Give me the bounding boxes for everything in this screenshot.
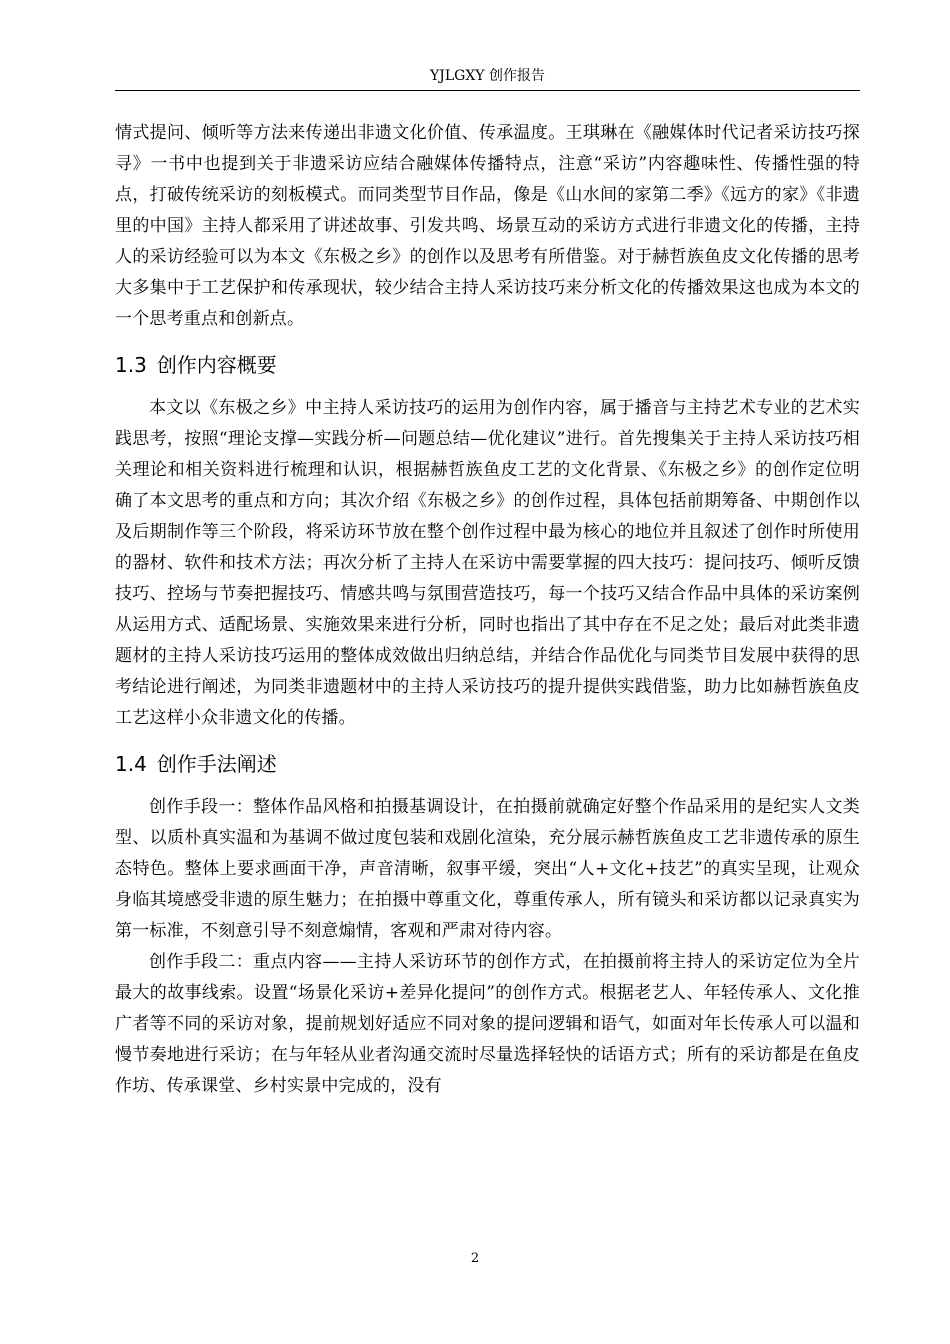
section-paragraph: 创作手段一：整体作品风格和拍摄基调设计，在拍摄前就确定好整个作品采用的是纪实人文类型、以质朴真实温和为基调不做过度包装和戏剧化渲染，充分展示赫哲族鱼皮工艺非遗传承的原生态特色。整体上要求画面干净，声音清晰，叙事平缓，突出“人+文化+技艺”的真实呈现，让观众身临其境感受非遗的原生魅力；在拍摄中尊重文化，尊重传承人，所有镜头和采访都以记录真实为第一标准，不刻意引导不刻意煽情，客观和严肃对待内容。 xyxy=(115,797,860,941)
section-heading-1-4 xyxy=(115,749,860,779)
running-header: YJLGXY 创作报告 xyxy=(115,66,860,91)
section-paragraph: 本文以《东极之乡》中主持人采访技巧的运用为创作内容，属于播音与主持艺术专业的艺术实践思考，按照“理论支撑—实践分析—问题总结—优化建议”进行。首先搜集关于主持人采访技巧相关理论和相关资料进行梳理和认识，根据赫哲族鱼皮工艺的文化背景、《东极之乡》的创作定位明确了本文思考的重点和方向；其次介绍《东极之乡》的创作过程，具体包括前期筹备、中期创作以及后期制作等三个阶段，将采访环节放在整个创作过程中最为核心的地位并且叙述了创作时所使用的器材、软件和技术方法；再次分析了主持人在采访中需要掌握的四大技巧：提问技巧、倾听反馈技巧、控场与节奏把握技巧、情感共鸣与氛围营造技巧，每一个技巧又结合作品中具体的采访案例从运用方式、适配场景、实施效果来进行分析，同时也指出了其中存在不足之处；最后对此类非遗题材的主持人采访技巧运用的整体成效做出归纳总结，并结合作品优化与同类节目发展中获得的思考结论进行阐述，为同类非遗题材中的主持人采访技巧的提升提供实践借鉴，助力比如赫哲族鱼皮工艺这样小众非遗文化的传播。 xyxy=(115,398,860,728)
page-content xyxy=(115,118,860,1102)
section-heading-1-3 xyxy=(115,350,860,380)
section-number: 1.4 xyxy=(115,752,147,776)
section-title: 创作手法阐述 xyxy=(156,752,277,776)
page-number: 2 xyxy=(470,1251,480,1266)
section-number: 1.3 xyxy=(115,353,147,377)
section-title: 创作内容概要 xyxy=(156,353,277,377)
intro-paragraph: 情式提问、倾听等方法来传递出非遗文化价值、传承温度。王琪琳在《融媒体时代记者采访技巧探寻》一书中也提到关于非遗采访应结合融媒体传播特点，注意“采访”内容趣味性、传播性强的特点，打破传统采访的刻板模式。而同类型节目作品，像是《山水间的家第二季》《远方的家》《非遗里的中国》主持人都采用了讲述故事、引发共鸣、场景互动的采访方式进行非遗文化的传播，主持人的采访经验可以为本文《东极之乡》的创作以及思考有所借鉴。对于赫哲族鱼皮文化传播的思考大多集中于工艺保护和传承现状，较少结合主持人采访技巧来分析文化的传播效果这也成为本文的一个思考重点和创新点。 xyxy=(115,123,860,329)
section-paragraph: 创作手段二：重点内容——主持人采访环节的创作方式，在拍摄前将主持人的采访定位为全片最大的故事线索。设置“场景化采访+差异化提问”的创作方式。根据老艺人、年轻传承人、文化推广者等不同的采访对象，提前规划好适应不同对象的提问逻辑和语气，如面对年长传承人可以温和慢节奏地进行采访；在与年轻从业者沟通交流时尽量选择轻快的话语方式；所有的采访都是在鱼皮作坊、传承课堂、乡村实景中完成的，没有 xyxy=(115,952,860,1096)
